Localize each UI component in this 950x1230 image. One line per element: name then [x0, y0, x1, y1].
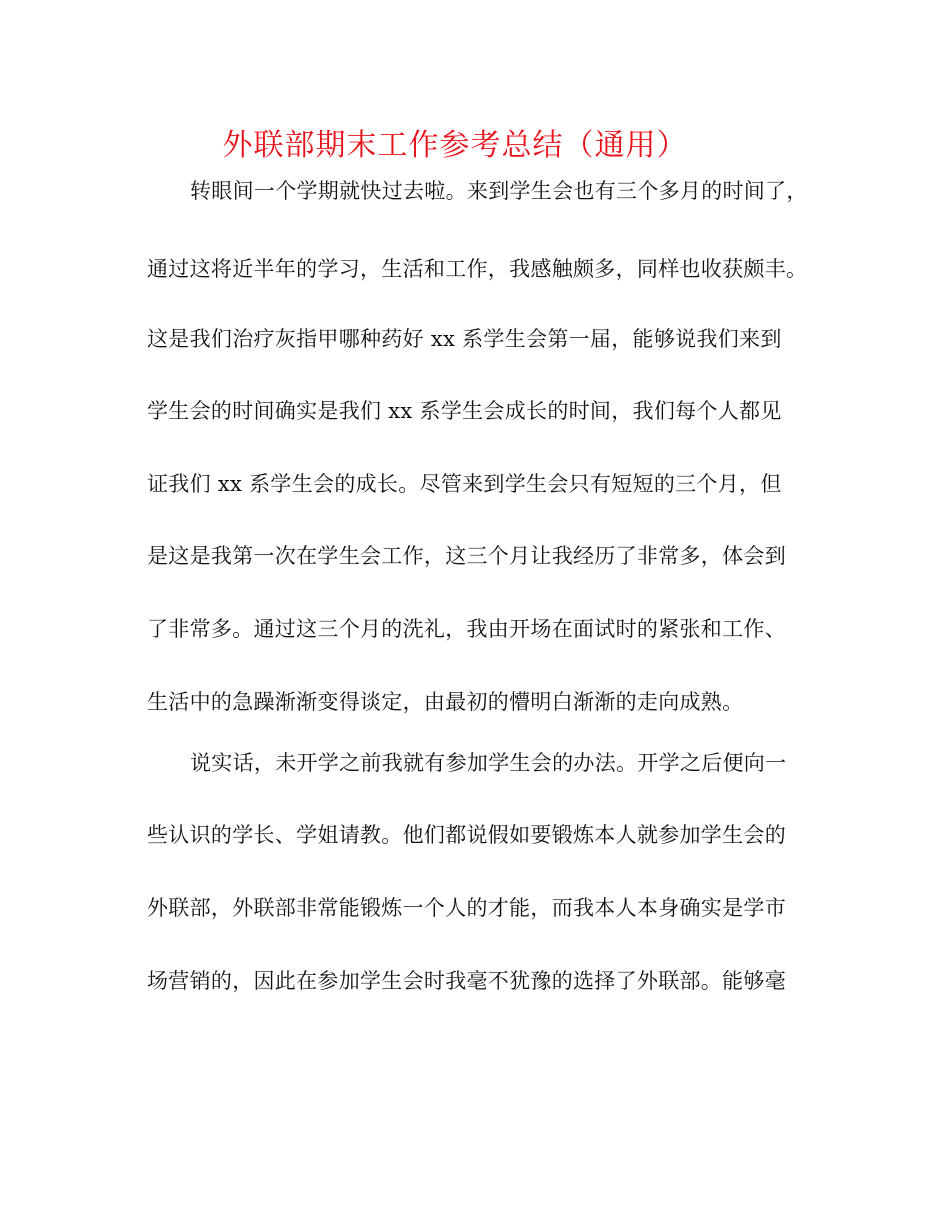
- paragraph-line-3: 这是我们治疗灰指甲哪种药好 xx 系学生会第一届，能够说我们来到: [147, 327, 782, 351]
- paragraph-line-6: 是这是我第一次在学生会工作，这三个月让我经历了非常多，体会到: [147, 544, 786, 568]
- paragraph-line-9: 说实话，未开学之前我就有参加学生会的办法。开学之后便向一: [190, 751, 787, 775]
- paragraph-line-12: 场营销的，因此在参加学生会时我毫不犹豫的选择了外联部。能够毫: [147, 969, 786, 993]
- document-title: 外联部期末工作参考总结（通用）: [222, 128, 688, 163]
- paragraph-line-10: 些认识的学长、学姐请教。他们都说假如要锻炼本人就参加学生会的: [147, 823, 786, 847]
- paragraph-line-11: 外联部，外联部非常能锻炼一个人的才能，而我本人本身确实是学市: [147, 896, 786, 920]
- paragraph-line-5: 证我们 xx 系学生会的成长。尽管来到学生会只有短短的三个月，但: [147, 472, 782, 496]
- paragraph-line-2: 通过这将近半年的学习，生活和工作，我感触颇多，同样也收获颇丰。: [147, 257, 808, 281]
- paragraph-line-7: 了非常多。通过这三个月的洗礼，我由开场在面试时的紧张和工作、: [147, 617, 786, 641]
- paragraph-line-8: 生活中的急躁渐渐变得谈定，由最初的懵明白渐渐的走向成熟。: [147, 690, 744, 714]
- paragraph-line-1: 转眼间一个学期就快过去啦。来到学生会也有三个多月的时间了，: [190, 179, 808, 203]
- paragraph-line-4: 学生会的时间确实是我们 xx 系学生会成长的时间，我们每个人都见: [147, 399, 782, 423]
